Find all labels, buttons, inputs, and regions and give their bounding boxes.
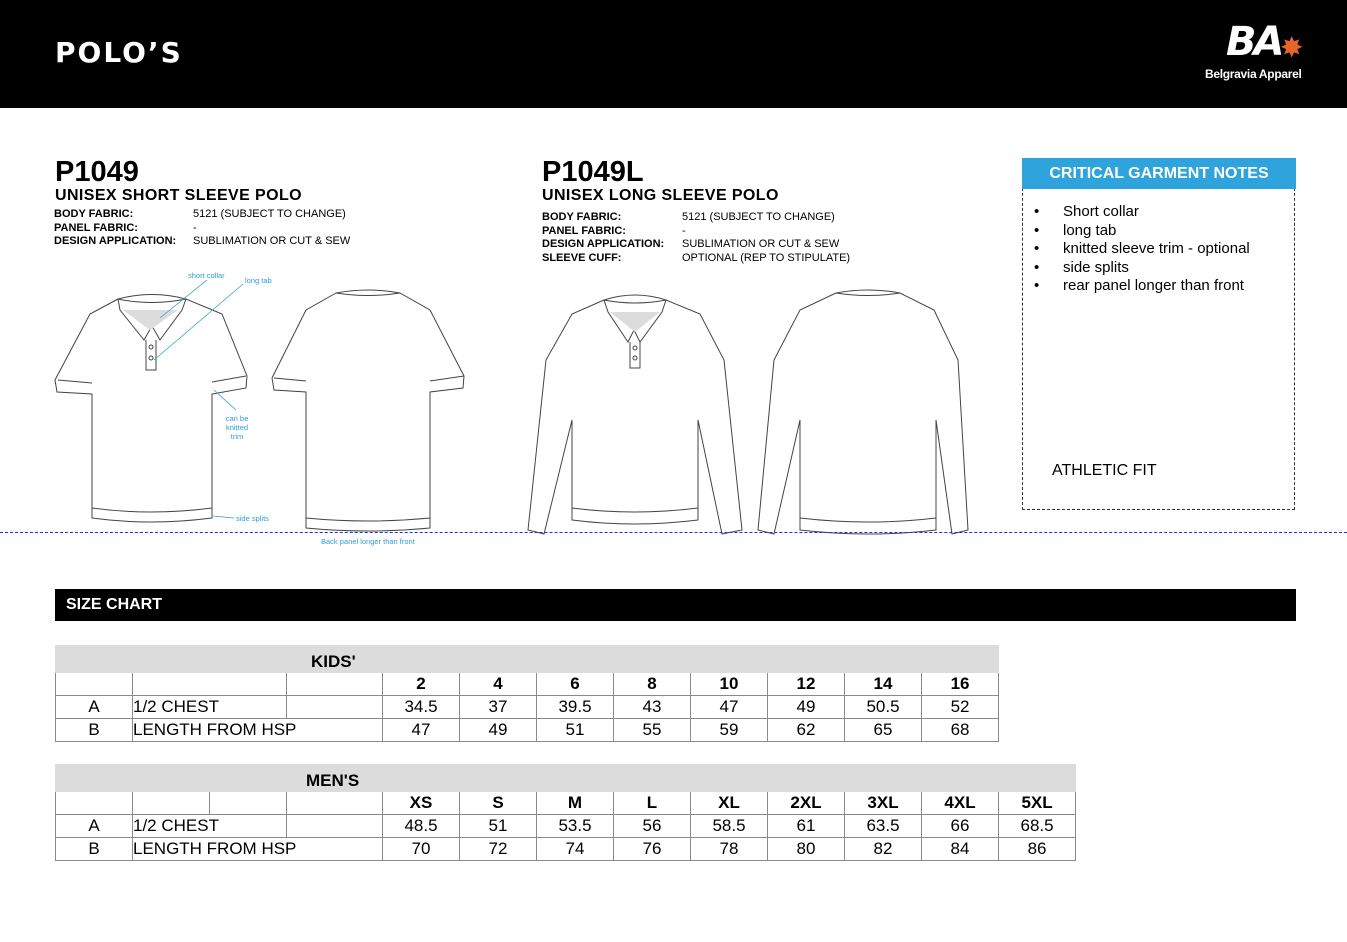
size-header: 14 (845, 673, 922, 696)
empty-cell (287, 696, 383, 719)
garment-notes-title: CRITICAL GARMENT NOTES (1022, 158, 1296, 189)
spec-label: DESIGN APPLICATION: (54, 235, 177, 247)
annotation-long-tab: long tab (245, 276, 272, 285)
mens-size-header-row (56, 792, 1076, 815)
size-header: 3XL (845, 792, 922, 815)
short-sleeve-back-drawing (272, 290, 464, 531)
size-value: 34.5 (383, 696, 460, 719)
fit-label: ATHLETIC FIT (1052, 462, 1157, 479)
empty-cell (210, 792, 287, 815)
row-label: LENGTH FROM HSP (133, 719, 383, 742)
row-label: 1/2 CHEST (133, 696, 287, 719)
size-value: 58.5 (691, 815, 768, 838)
size-header: L (614, 792, 691, 815)
size-header: S (460, 792, 537, 815)
size-header: 10 (691, 673, 768, 696)
section-divider (0, 532, 1347, 533)
size-value: 52 (922, 696, 999, 719)
spec-value: - (193, 221, 197, 234)
spec-label: BODY FABRIC: (54, 208, 134, 220)
size-value: 59 (691, 719, 768, 742)
size-value: 74 (537, 838, 614, 861)
kids-size-table (55, 645, 999, 742)
size-value: 68.5 (999, 815, 1076, 838)
size-value: 86 (999, 838, 1076, 861)
garment-notes-list (1034, 203, 1250, 296)
note-item: • knitted sleeve trim - optional (1034, 240, 1250, 259)
row-key: A (56, 815, 133, 838)
size-value: 49 (768, 696, 845, 719)
table-row (56, 719, 999, 742)
empty-cell (287, 815, 383, 838)
annotation-short-collar: short collar (188, 271, 225, 280)
row-key: A (56, 696, 133, 719)
brand-logo: BA (1226, 19, 1282, 65)
size-header: 4XL (922, 792, 999, 815)
size-header: 8 (614, 673, 691, 696)
annotation-trim-line1: can be (225, 414, 249, 423)
size-value: 56 (614, 815, 691, 838)
size-header: 5XL (999, 792, 1076, 815)
annotation-knitted-trim (219, 414, 255, 441)
row-key: B (56, 838, 133, 861)
spec-value: SUBLIMATION OR CUT & SEW (193, 235, 351, 247)
size-value: 70 (383, 838, 460, 861)
spec-values-short (193, 208, 453, 249)
size-value: 37 (460, 696, 537, 719)
spec-values-long (682, 211, 942, 265)
size-value: 51 (460, 815, 537, 838)
product-subtitle-long: UNISEX LONG SLEEVE POLO (542, 187, 779, 204)
size-value: 43 (614, 696, 691, 719)
size-value: 72 (460, 838, 537, 861)
table-row (56, 838, 1076, 861)
long-sleeve-back-drawing (758, 290, 968, 534)
empty-cell (56, 673, 133, 696)
note-item: • Short collar (1034, 203, 1250, 222)
empty-cell (56, 792, 133, 815)
size-chart-title: SIZE CHART (66, 596, 162, 613)
size-value: 47 (383, 719, 460, 742)
size-value: 53.5 (537, 815, 614, 838)
size-header: XS (383, 792, 460, 815)
spec-value: - (682, 224, 686, 237)
size-value: 63.5 (845, 815, 922, 838)
spec-label: DESIGN APPLICATION: (542, 238, 665, 250)
empty-cell (133, 673, 287, 696)
kids-table-title: KIDS' (56, 646, 999, 673)
size-value: 78 (691, 838, 768, 861)
size-value: 61 (768, 815, 845, 838)
size-header: M (537, 792, 614, 815)
size-value: 51 (537, 719, 614, 742)
size-value: 66 (922, 815, 999, 838)
size-value: 68 (922, 719, 999, 742)
empty-cell (287, 673, 383, 696)
product-subtitle-short: UNISEX SHORT SLEEVE POLO (55, 187, 302, 204)
page-header (0, 0, 1347, 108)
size-value: 84 (922, 838, 999, 861)
logo-star-icon: ✸ (1280, 32, 1304, 63)
spec-label: BODY FABRIC: (542, 211, 622, 223)
row-key: B (56, 719, 133, 742)
empty-cell (133, 792, 210, 815)
mens-table-title: MEN'S (56, 765, 1076, 792)
size-header: 16 (922, 673, 999, 696)
mens-size-table (55, 764, 1076, 861)
size-value: 55 (614, 719, 691, 742)
spec-labels-short (54, 208, 194, 249)
product-code-short: P1049 (55, 156, 139, 188)
note-item: • long tab (1034, 222, 1250, 241)
size-value: 48.5 (383, 815, 460, 838)
note-item: • side splits (1034, 259, 1250, 278)
spec-value: 5121 (SUBJECT TO CHANGE) (193, 208, 346, 220)
size-value: 62 (768, 719, 845, 742)
spec-label: PANEL FABRIC: (542, 224, 626, 237)
table-row (56, 696, 999, 719)
product-code-long: P1049L (542, 156, 644, 188)
spec-value: SUBLIMATION OR CUT & SEW (682, 238, 840, 250)
size-value: 82 (845, 838, 922, 861)
size-header: 4 (460, 673, 537, 696)
spec-label: SLEEVE CUFF: (542, 251, 622, 264)
garment-illustrations (0, 280, 1000, 550)
spec-value: 5121 (SUBJECT TO CHANGE) (682, 211, 835, 223)
note-item: • rear panel longer than front (1034, 277, 1250, 296)
spec-value: OPTIONAL (REP TO STIPULATE) (682, 251, 851, 264)
size-header: 6 (537, 673, 614, 696)
size-header: 2XL (768, 792, 845, 815)
mens-table-title-row (56, 765, 1076, 792)
size-value: 49 (460, 719, 537, 742)
size-header: 12 (768, 673, 845, 696)
annotation-side-splits: side splits (236, 514, 269, 523)
annotation-trim-line2: knitted trim (225, 423, 249, 441)
size-header: 2 (383, 673, 460, 696)
row-label: 1/2 CHEST (133, 815, 287, 838)
annotation-back-panel: Back panel longer than front (321, 537, 415, 546)
brand-name: Belgravia Apparel (1205, 67, 1302, 81)
size-value: 65 (845, 719, 922, 742)
size-value: 39.5 (537, 696, 614, 719)
size-value: 76 (614, 838, 691, 861)
size-header: XL (691, 792, 768, 815)
row-label: LENGTH FROM HSP (133, 838, 383, 861)
kids-size-header-row (56, 673, 999, 696)
size-chart-bar (55, 589, 1296, 621)
size-value: 50.5 (845, 696, 922, 719)
spec-label: PANEL FABRIC: (54, 221, 138, 234)
empty-cell (287, 792, 383, 815)
table-row (56, 815, 1076, 838)
size-value: 47 (691, 696, 768, 719)
kids-table-title-row (56, 646, 999, 673)
size-value: 80 (768, 838, 845, 861)
page-title: POLO’S (55, 36, 183, 69)
spec-labels-long (542, 211, 682, 265)
